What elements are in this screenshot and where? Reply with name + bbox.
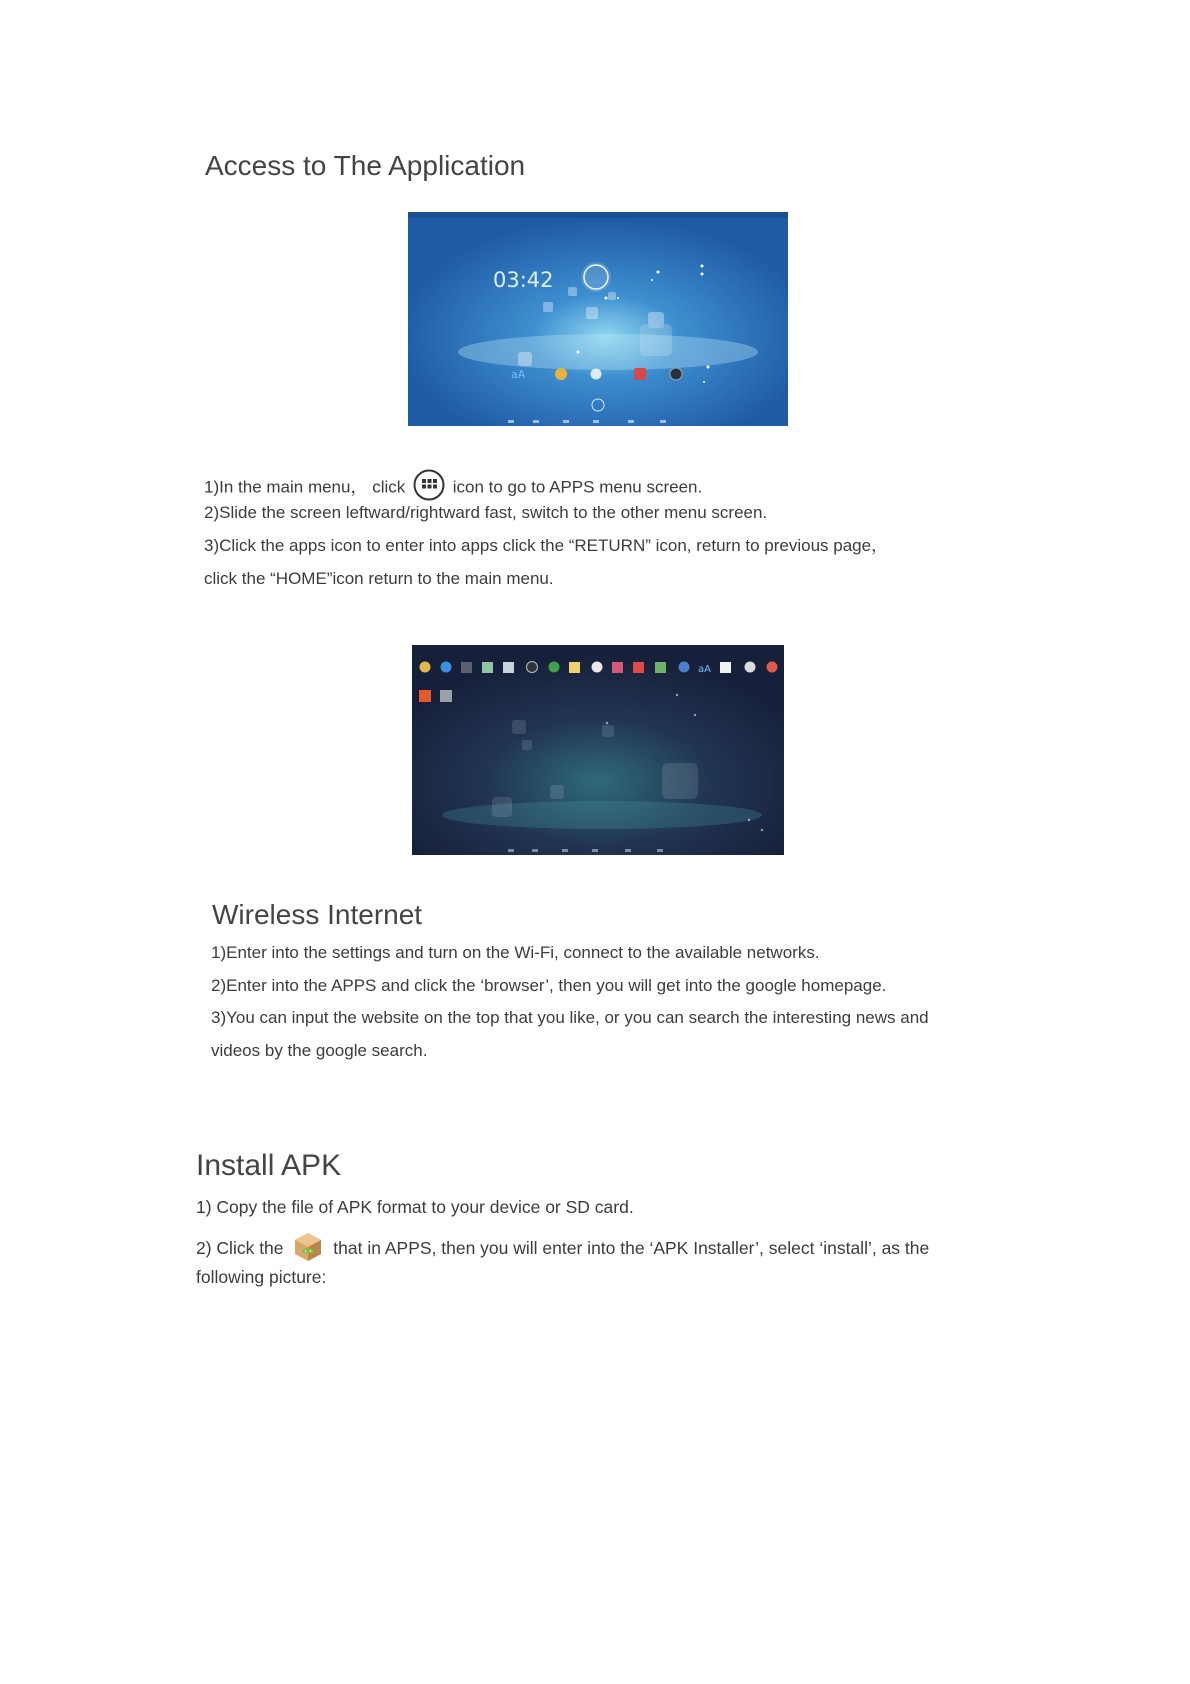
wireless-step-1: 1)Enter into the settings and turn on the Wi-Fi, connect to the available networks.	[211, 943, 820, 962]
install-step-1: 1) Copy the file of APK format to your device or SD card.	[196, 1197, 634, 1217]
access-step-1-after: icon to go to APPS menu screen.	[452, 477, 703, 497]
home-clock: 03:42	[493, 268, 554, 292]
wireless-step-2: 2)Enter into the APPS and click the ‘browser’, then you will get into the google homepage.	[211, 976, 887, 995]
home-screen-screenshot	[408, 212, 788, 426]
section-title-install: Install APK	[196, 1149, 342, 1182]
section-title-access: Access to The Application	[205, 150, 526, 181]
access-step-3-line-2: click the “HOME”icon return to the main menu.	[204, 569, 554, 588]
install-step-2	[196, 1230, 929, 1269]
access-step-1-before: 1)In the main menu， click	[204, 477, 406, 497]
apps-screen-screenshot	[412, 645, 784, 855]
svg-text:aA: aA	[698, 664, 711, 675]
svg-text:aA: aA	[511, 368, 526, 381]
install-step-2-after: that in APPS, then you will enter into the ‘APK Installer’, select ‘install’, as the	[333, 1238, 930, 1259]
wireless-step-3-line-2: videos by the google search.	[211, 1041, 428, 1060]
access-step-2: 2)Slide the screen leftward/rightward fast, switch to the other menu screen.	[204, 503, 768, 522]
section-title-wireless: Wireless Internet	[212, 899, 423, 930]
install-step-2-line-2: following picture:	[196, 1267, 327, 1287]
access-step-3-line-1: 3)Click the apps icon to enter into apps click the “RETURN” icon, return to previous page，	[204, 536, 889, 555]
apk-installer-icon	[291, 1230, 325, 1269]
wireless-step-3-line-1: 3)You can input the website on the top that you like, or you can search the interesting news and	[211, 1008, 929, 1027]
install-step-2-before: 2) Click the	[196, 1238, 284, 1259]
